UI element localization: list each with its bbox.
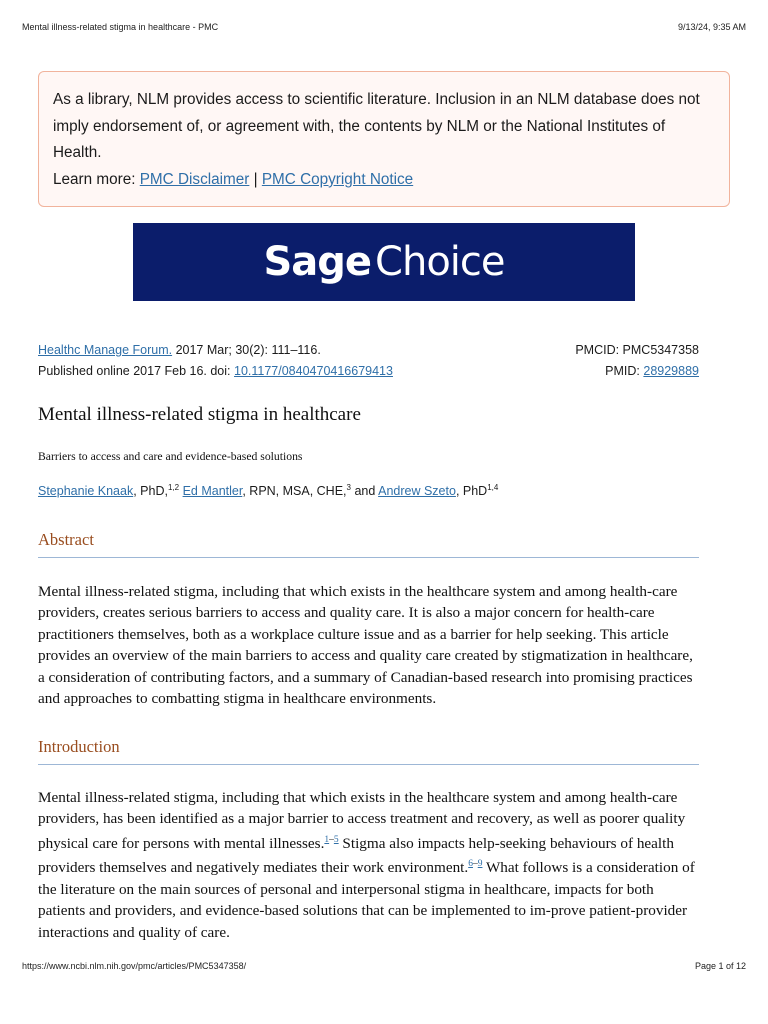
learn-more-label: Learn more: — [53, 170, 136, 188]
citation-block — [38, 340, 699, 382]
ref-range-dash: – — [472, 859, 478, 870]
journal-info: 2017 Mar; 30(2): 111–116. — [175, 343, 321, 357]
introduction-text — [38, 787, 700, 943]
reference-link[interactable]: 9 — [477, 859, 483, 870]
author-mantler-link[interactable]: Ed Mantler — [182, 484, 243, 499]
print-header — [22, 22, 746, 32]
author-szeto-link[interactable]: Andrew Szeto — [378, 484, 456, 499]
pmc-copyright-link[interactable]: PMC Copyright Notice — [261, 170, 414, 188]
author-list — [38, 483, 498, 498]
introduction-heading: Introduction — [38, 737, 699, 765]
author-credentials: , PhD — [455, 484, 488, 499]
logo-choice: Choice — [375, 239, 505, 285]
published-online: Published online 2017 Feb 16. doi: — [38, 364, 231, 378]
pmid-label: PMID: — [605, 364, 640, 378]
print-url: https://www.ncbi.nlm.nih.gov/pmc/articles/PMC5347358/ — [22, 961, 247, 971]
link-separator: | — [253, 170, 258, 188]
sage-choice-logo — [263, 239, 504, 285]
print-page-number: Page 1 of 12 — [694, 961, 746, 971]
print-footer — [22, 961, 746, 971]
reference-link[interactable]: 1 — [324, 834, 330, 845]
author-credentials: , RPN, MSA, CHE, — [242, 484, 347, 499]
pmcid: PMCID: PMC5347358 — [575, 343, 699, 357]
reference-link[interactable]: 5 — [333, 834, 339, 845]
reference-link[interactable]: 6 — [468, 859, 473, 870]
disclaimer-text: As a library, NLM provides access to scientific literature. Inclusion in an NLM database does not imply endorsement of, or agreement with, the contents by NLM or the National Institutes of Health. — [53, 91, 700, 162]
print-datetime: 9/13/24, 9:35 AM — [677, 22, 746, 32]
journal-link[interactable]: Healthc Manage Forum. — [38, 343, 173, 357]
intro-text-part1: Mental illness-related stigma, including that which exists in the healthcare system and among health-care providers, has been identified as a major barrier to access treatment and recovery, as well as poorer quality physical care for persons with mental illnesses. — [38, 789, 686, 852]
intro-text-part2: Stigma also impacts help-seeking behaviours of health providers themselves and negatively mediates their work environment. — [38, 834, 674, 877]
affiliation-sup: 1,4 — [487, 483, 499, 492]
article-subtitle: Barriers to access and care and evidence-based solutions — [38, 450, 303, 463]
affiliation-sup: 3 — [346, 483, 351, 492]
nlm-disclaimer-box — [38, 71, 730, 207]
abstract-text: Mental illness-related stigma, including that which exists in the healthcare system and among health-care providers, creates serious barriers to access and quality care. It is also a major concern for health-care practitioners themselves, both as a workplace culture issue and as a barrier for help seeking. This article provides an overview of the main barriers to access and quality care created by stigmatization in healthcare, a consideration of contributing factors, and a summary of Canadian-based research into promising practices and approaches to combatting stigma in healthcare environments. — [38, 583, 693, 708]
author-conjunction: and — [350, 484, 379, 499]
author-knaak-link[interactable]: Stephanie Knaak — [38, 484, 134, 499]
pmc-disclaimer-link[interactable]: PMC Disclaimer — [139, 170, 250, 188]
print-page-title: Mental illness-related stigma in healthcare - PMC — [22, 22, 219, 32]
doi-link[interactable]: 10.1177/0840470416679413 — [234, 364, 393, 378]
publisher-banner[interactable] — [133, 223, 635, 301]
affiliation-sup: 1,2 — [167, 483, 180, 492]
pmid-link[interactable]: 28929889 — [643, 364, 699, 378]
intro-text-part3: What follows is a consideration of the literature on the main sources of personal and interpersonal stigma in healthcare, impacts for both patients and providers, and evidence-based solutions that can be implemented to im-prove patient-provider interactions and quality of care. — [38, 859, 695, 941]
author-credentials: , PhD, — [133, 484, 168, 499]
abstract-heading: Abstract — [38, 530, 699, 558]
article-title: Mental illness-related stigma in healthcare — [38, 404, 361, 425]
ref-range-dash: – — [329, 834, 334, 845]
logo-sage: Sage — [263, 239, 372, 285]
